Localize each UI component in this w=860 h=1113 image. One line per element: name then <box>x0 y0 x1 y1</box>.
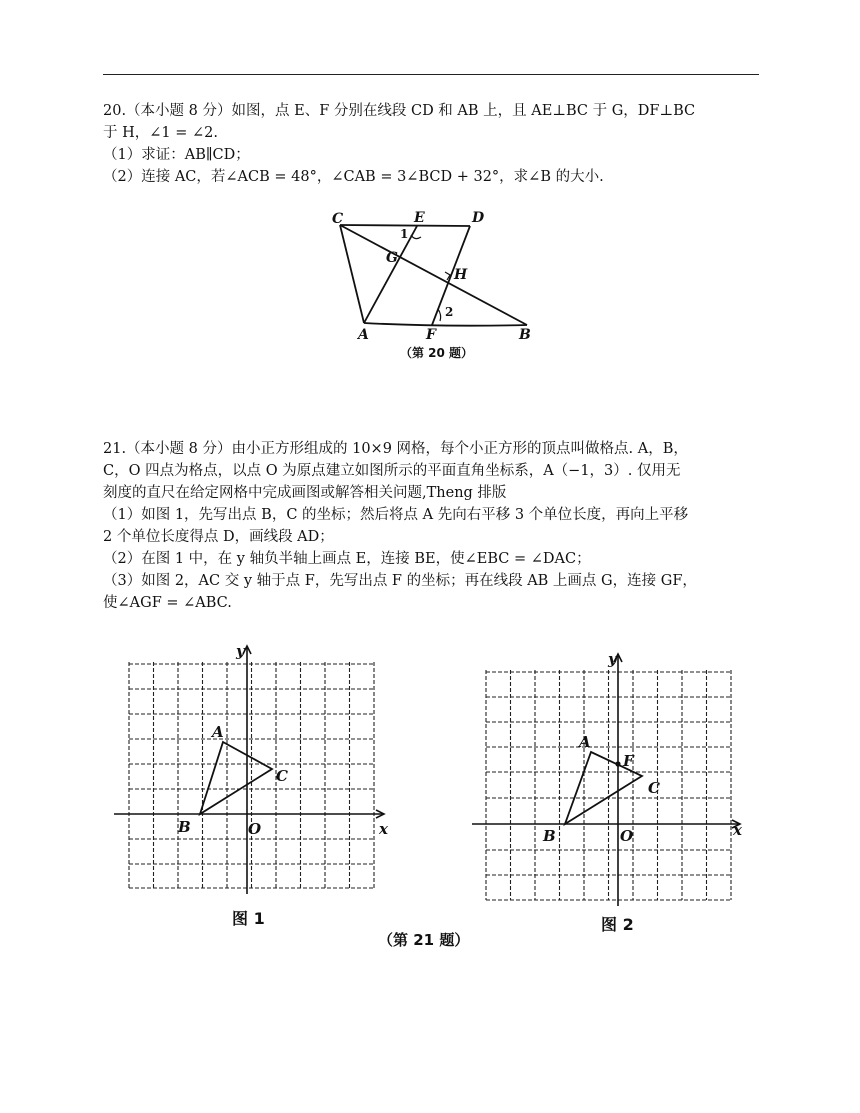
q21-line: 刻度的直尺在给定网格中完成画图或解答相关问题,Theng 排版 <box>103 485 507 501</box>
q21-line: 使∠AGF = ∠ABC. <box>103 595 232 611</box>
q20-line: （1）求证：AB∥CD； <box>103 147 250 163</box>
origin-label-O: O <box>620 827 634 845</box>
axis-label-y: y <box>608 650 617 668</box>
axis-label-x: x <box>733 821 742 839</box>
point-label-A: A <box>579 733 591 751</box>
grid-figure-1 <box>112 642 402 932</box>
angle-1-label: 1 <box>400 227 409 241</box>
point-label-C: C <box>332 211 344 227</box>
point-label-E: E <box>414 210 425 226</box>
q21-line: （3）如图 2，AC 交 y 轴于点 F，先写出点 F 的坐标；再在线段 AB 上画点 G，连接 GF， <box>103 573 697 589</box>
point-label-C: C <box>276 767 288 785</box>
question-20-text <box>103 100 763 188</box>
point-label-B: B <box>543 827 556 845</box>
figure-20 <box>320 205 550 365</box>
q20-line: 于 H，∠1 = ∠2. <box>103 125 218 141</box>
point-label-A: A <box>212 723 224 741</box>
figure-2-caption: 图 2 <box>601 915 634 934</box>
point-label-F: F <box>426 327 436 343</box>
point-label-F: F <box>623 752 634 770</box>
q20-line: 20.（本小题 8 分）如图，点 E、F 分别在线段 CD 和 AB 上，且 AE⊥BC 于 G，DF⊥BC <box>103 103 696 119</box>
q21-line: C，O 四点为格点，以点 O 为原点建立如图所示的平面直角坐标系，A（−1，3）. 仅用无 <box>103 463 681 479</box>
figure-20-caption: （第 20 题） <box>400 346 474 360</box>
figure-21-caption: （第 21 题） <box>378 931 470 949</box>
origin-label-O: O <box>248 820 262 838</box>
point-label-B: B <box>178 818 191 836</box>
point-F-marker <box>615 761 620 766</box>
figure-21-caption-wrap <box>378 928 488 952</box>
q21-line: 2 个单位长度得点 D，画线段 AD； <box>103 529 334 545</box>
q21-line: 21.（本小题 8 分）由小正方形组成的 10×9 网格，每个小正方形的顶点叫做格点. A，B， <box>103 441 688 457</box>
axis-label-y: y <box>236 642 245 660</box>
point-label-G: G <box>386 250 398 266</box>
point-label-H: H <box>454 267 468 283</box>
q21-line: （1）如图 1，先写出点 B，C 的坐标；然后将点 A 先向右平移 3 个单位长度，再向上平移 <box>103 507 689 523</box>
question-21-text <box>103 438 763 614</box>
grid-figure-2 <box>468 648 753 938</box>
header-rule <box>103 74 759 75</box>
figure-1-caption: 图 1 <box>232 909 265 928</box>
point-label-C: C <box>648 779 660 797</box>
point-label-B: B <box>519 327 531 343</box>
point-label-D: D <box>472 210 485 226</box>
point-label-A: A <box>358 327 369 343</box>
q21-line: （2）在图 1 中，在 y 轴负半轴上画点 E，连接 BE，使∠EBC = ∠DAC； <box>103 551 591 567</box>
angle-2-label: 2 <box>445 305 454 319</box>
q20-line: （2）连接 AC，若∠ACB = 48°，∠CAB = 3∠BCD + 32°，求∠B 的大小. <box>103 169 604 185</box>
axis-label-x: x <box>379 820 388 838</box>
